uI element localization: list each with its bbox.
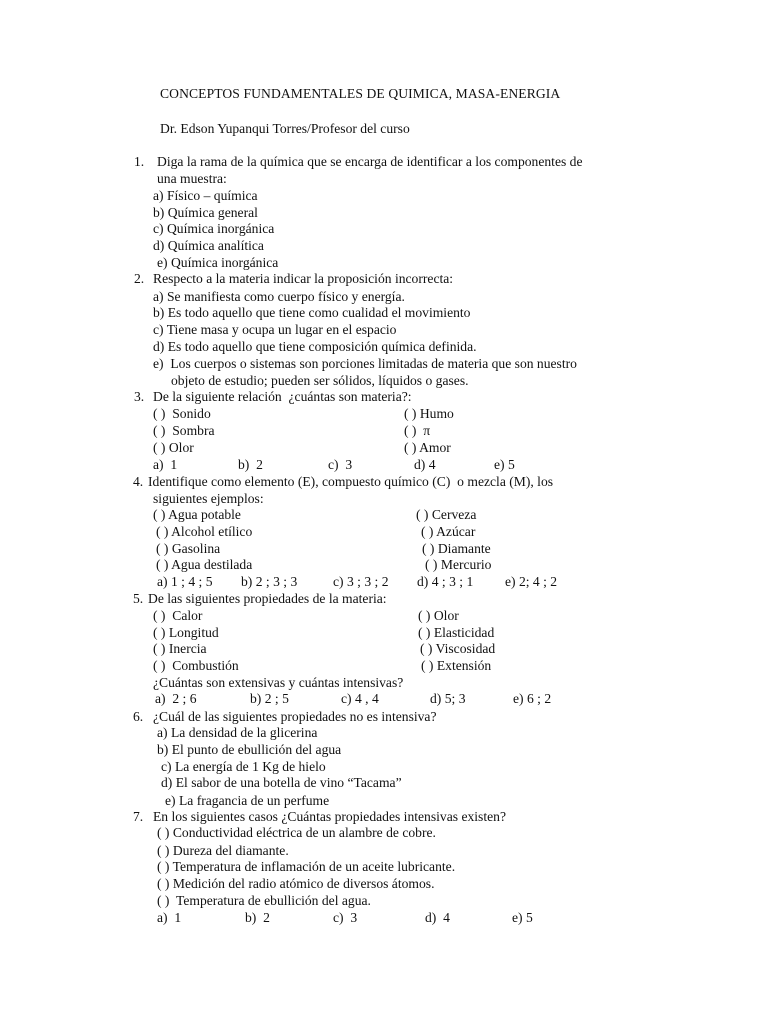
answer-b: b) 2 [238, 457, 263, 472]
question-stem: Diga la rama de la química que se encarga de identificar a los componentes de [157, 154, 583, 169]
question-stem-cont: siguientes ejemplos: [153, 491, 264, 506]
answer-e: e) 5 [512, 910, 533, 925]
answer-a: a) 2 ; 6 [155, 691, 197, 706]
item-right-3: ( ) Amor [404, 440, 451, 455]
item-3: ( ) Temperatura de inflamación de un aceite lubricante. [157, 859, 456, 874]
item-right-4: ( ) Mercurio [425, 557, 492, 572]
item-left-3: ( ) Olor [153, 440, 194, 455]
option-b: b) Química general [153, 205, 258, 220]
item-1: ( ) Conductividad eléctrica de un alambre de cobre. [157, 825, 436, 840]
item-left-2: ( ) Alcohol etílico [156, 524, 253, 539]
option-d: d) El sabor de una botella de vino “Tacama” [161, 775, 402, 790]
answer-c: c) 3 ; 3 ; 2 [333, 574, 389, 589]
item-4: ( ) Medición del radio atómico de diversos átomos. [157, 876, 435, 891]
answer-d: d) 5; 3 [430, 691, 466, 706]
item-right-1: ( ) Humo [404, 406, 454, 421]
item-right-1: ( ) Cerveza [416, 507, 477, 522]
answer-d: d) 4 [425, 910, 450, 925]
question-number: 6. [133, 709, 144, 724]
item-left-4: ( ) Agua destilada [156, 557, 253, 572]
option-d: d) Es todo aquello que tiene composición química definida. [153, 339, 477, 354]
item-right-3: ( ) Viscosidad [420, 641, 496, 656]
option-e: e) La fragancia de un perfume [165, 793, 330, 808]
option-e: e) Química inorgánica [157, 255, 279, 270]
answer-a: a) 1 [153, 457, 178, 472]
answer-e: e) 2; 4 ; 2 [505, 574, 558, 589]
option-e: e) Los cuerpos o sistemas son porciones limitadas de materia que son nuestro [153, 356, 577, 371]
option-c: c) Tiene masa y ocupa un lugar en el espacio [153, 322, 397, 337]
question-stem-cont: una muestra: [157, 171, 227, 186]
item-left-2: ( ) Longitud [153, 625, 219, 640]
answer-a: a) 1 [157, 910, 182, 925]
question-number: 4. [133, 474, 144, 489]
answer-d: d) 4 [414, 457, 436, 472]
question-number: 3. [134, 389, 145, 404]
answer-c: c) 4 , 4 [341, 691, 379, 706]
item-left-1: ( ) Sonido [153, 406, 211, 421]
item-right-2: ( ) Azúcar [421, 524, 476, 539]
option-e-cont: objeto de estudio; pueden ser sólidos, líquidos o gases. [171, 373, 469, 388]
answer-b: b) 2 [245, 910, 270, 925]
question-number: 1. [134, 154, 145, 169]
option-a: a) Se manifiesta como cuerpo físico y energía. [153, 289, 405, 304]
document-author: Dr. Edson Yupanqui Torres/Profesor del curso [160, 121, 410, 136]
option-a: a) Físico – química [153, 188, 258, 203]
question-stem: Identifique como elemento (E), compuesto químico (C) o mezcla (M), los [148, 474, 554, 489]
option-b: b) El punto de ebullición del agua [157, 742, 342, 757]
option-d: d) Química analítica [153, 238, 264, 253]
option-c: c) Química inorgánica [153, 221, 275, 236]
answer-e: e) 5 [494, 457, 515, 472]
item-left-3: ( ) Inercia [153, 641, 207, 656]
answer-c: c) 3 [328, 457, 353, 472]
item-right-3: ( ) Diamante [422, 541, 491, 556]
item-left-2: ( ) Sombra [153, 423, 215, 438]
option-c: c) La energía de 1 Kg de hielo [161, 759, 326, 774]
question-ask: ¿Cuántas son extensivas y cuántas intensivas? [153, 675, 404, 690]
question-number: 2. [134, 271, 145, 286]
item-left-1: ( ) Agua potable [153, 507, 241, 522]
question-stem: Respecto a la materia indicar la proposición incorrecta: [153, 271, 454, 286]
item-right-2: ( ) π [404, 423, 431, 438]
question-stem: ¿Cuál de las siguientes propiedades no es intensiva? [153, 709, 437, 724]
item-left-3: ( ) Gasolina [156, 541, 221, 556]
question-stem: De la siguiente relación ¿cuántas son materia?: [153, 389, 412, 404]
question-stem: De las siguientes propiedades de la materia: [148, 591, 387, 606]
item-2: ( ) Dureza del diamante. [157, 843, 289, 858]
item-right-1: ( ) Olor [418, 608, 459, 623]
question-number: 7. [133, 809, 144, 824]
document-title: CONCEPTOS FUNDAMENTALES DE QUIMICA, MASA-ENERGIA [160, 86, 561, 101]
question-stem: En los siguientes casos ¿Cuántas propiedades intensivas existen? [153, 809, 506, 824]
answer-d: d) 4 ; 3 ; 1 [417, 574, 474, 589]
answer-b: b) 2 ; 3 ; 3 [241, 574, 298, 589]
answer-e: e) 6 ; 2 [513, 691, 552, 706]
item-left-1: ( ) Calor [153, 608, 203, 623]
answer-a: a) 1 ; 4 ; 5 [157, 574, 213, 589]
answer-b: b) 2 ; 5 [250, 691, 289, 706]
item-right-4: ( ) Extensión [421, 658, 492, 673]
question-number: 5. [133, 591, 144, 606]
answer-c: c) 3 [333, 910, 358, 925]
option-a: a) La densidad de la glicerina [157, 725, 318, 740]
item-right-2: ( ) Elasticidad [418, 625, 495, 640]
option-b: b) Es todo aquello que tiene como cualidad el movimiento [153, 305, 471, 320]
item-left-4: ( ) Combustión [153, 658, 239, 673]
item-5: ( ) Temperatura de ebullición del agua. [157, 893, 371, 908]
